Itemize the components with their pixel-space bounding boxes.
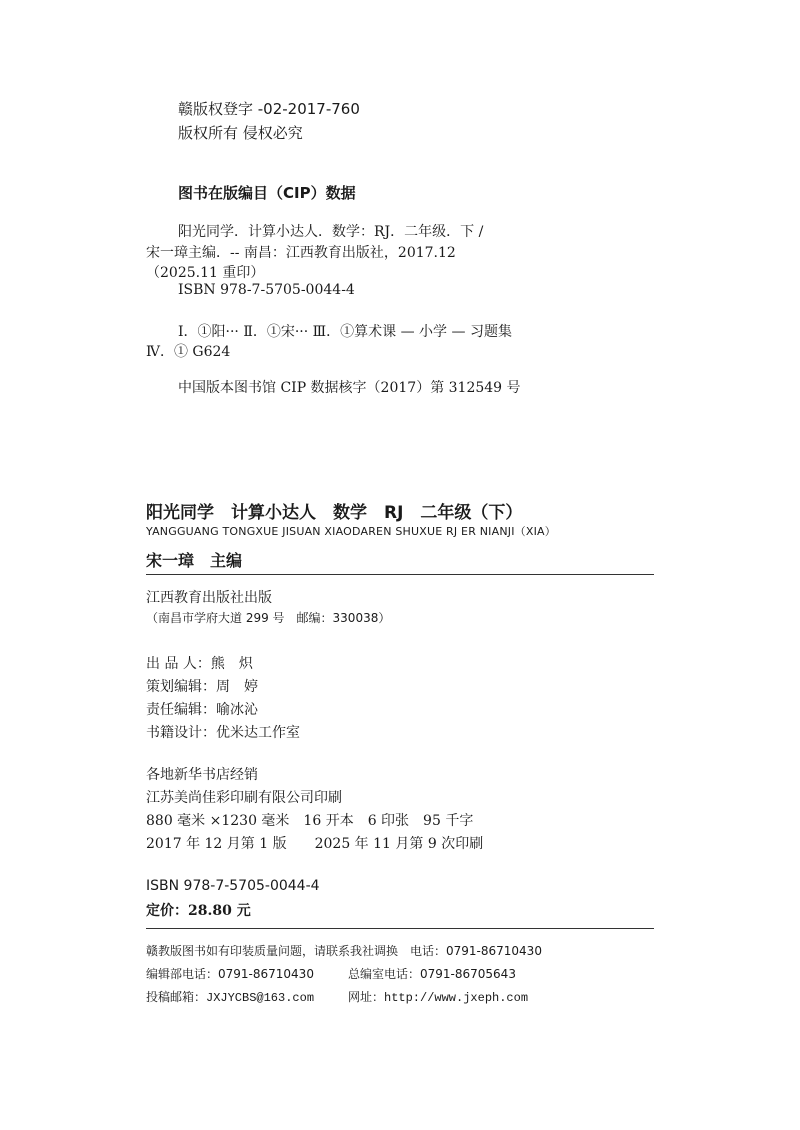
print-distributor: 各地新华书店经销 bbox=[146, 767, 258, 783]
print-printer: 江苏美尚佳彩印刷有限公司印刷 bbox=[146, 790, 342, 806]
print-spec: 880 毫米 ×1230 毫米 16 开本 6 印张 95 千字 bbox=[146, 813, 474, 829]
cip-isbn: ISBN 978-7-5705-0044-4 bbox=[178, 282, 355, 298]
publisher-name: 江西教育出版社出版 bbox=[146, 590, 272, 606]
publisher-address: （南昌市学府大道 299 号 邮编：330038） bbox=[146, 611, 391, 625]
contact-quality-notice: 赣教版图书如有印装质量问题，请联系我社调换 电话：0791-86710430 bbox=[146, 944, 542, 958]
copyright-rights: 版权所有 侵权必究 bbox=[178, 124, 303, 142]
cip-line-1: 阳光同学．计算小达人．数学：RJ．二年级．下 / bbox=[178, 224, 484, 240]
contact-email: 投稿邮箱：JXJYCBS@163.com bbox=[146, 991, 315, 1005]
isbn-number: ISBN 978-7-5705-0044-4 bbox=[146, 878, 320, 894]
cip-line-2: 宋一璋主编．-- 南昌：江西教育出版社，2017.12 bbox=[146, 245, 456, 261]
print-edition: 2017 年 12 月第 1 版 2025 年 11 月第 9 次印刷 bbox=[146, 836, 484, 852]
book-title-pinyin: YANGGUANG TONGXUE JISUAN XIAODAREN SHUXUE RJ ER NIANJI（XIA） bbox=[146, 525, 556, 538]
divider-top bbox=[146, 574, 654, 575]
contact-edit-phone: 编辑部电话：0791-86710430 bbox=[146, 967, 314, 981]
cip-core-number: 中国版本图书馆 CIP 数据核字（2017）第 312549 号 bbox=[178, 380, 521, 396]
staff-producer: 出 品 人：熊 炽 bbox=[146, 656, 253, 672]
staff-responsible-editor: 责任编辑：喻冰沁 bbox=[146, 702, 258, 718]
cip-line-3: （2025.11 重印） bbox=[146, 265, 265, 281]
book-title: 阳光同学 计算小达人 数学 RJ 二年级（下） bbox=[146, 503, 523, 523]
cip-classification-1: Ⅰ．①阳··· Ⅱ．①宋··· Ⅲ．①算术课 — 小学 — 习题集 bbox=[178, 324, 512, 340]
price: 定价：28.80 元 bbox=[146, 903, 251, 919]
book-editor: 宋一璋 主编 bbox=[146, 551, 243, 570]
cip-heading: 图书在版编目（CIP）数据 bbox=[178, 184, 356, 202]
copyright-register: 赣版权登字 -02-2017-760 bbox=[178, 100, 360, 118]
contact-website: 网址：http://www.jxeph.com bbox=[348, 991, 529, 1005]
staff-planning-editor: 策划编辑：周 婷 bbox=[146, 679, 258, 695]
contact-chief-phone: 总编室电话：0791-86705643 bbox=[348, 967, 516, 981]
divider-bottom bbox=[146, 928, 654, 929]
cip-classification-2: Ⅳ．① G624 bbox=[146, 344, 231, 360]
staff-book-design: 书籍设计：优米达工作室 bbox=[146, 725, 300, 741]
